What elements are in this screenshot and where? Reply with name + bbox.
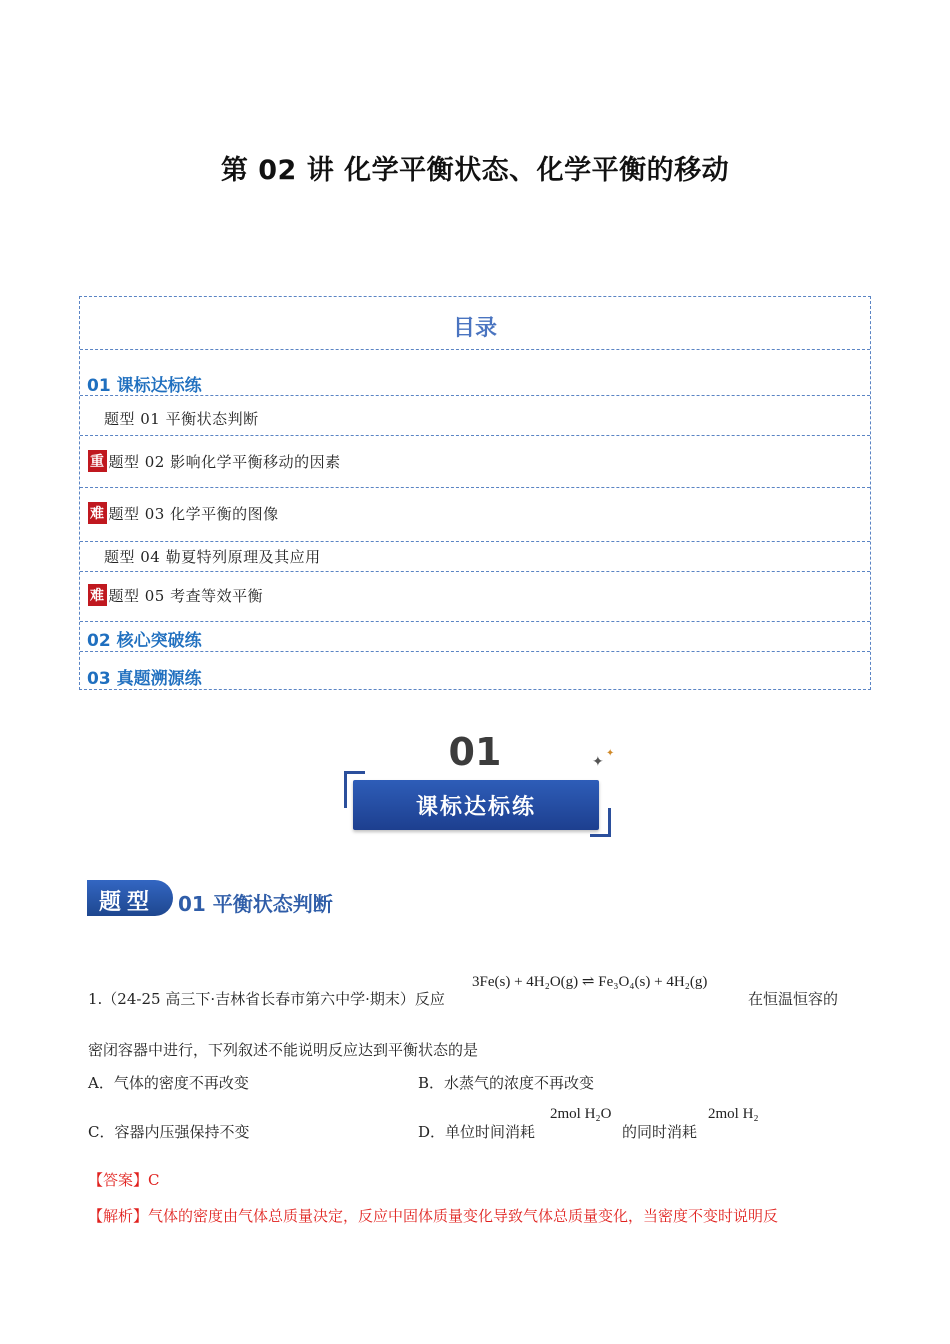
sparkle-icon: ✦	[606, 748, 615, 759]
toc-section-3[interactable]: 03 真题溯源练	[87, 669, 202, 689]
toc-item-row	[80, 435, 870, 487]
answer-value: C	[148, 1171, 160, 1189]
option-b: B．水蒸气的浓度不再改变	[418, 1074, 595, 1092]
option-d-middle: 的同时消耗	[622, 1123, 698, 1141]
toc-section-2[interactable]: 02 核心突破练	[87, 631, 202, 651]
option-c: C．容器内压强保持不变	[88, 1123, 250, 1141]
toc-item-3[interactable]: 难 题型 03 化学平衡的图像	[88, 502, 279, 524]
answer-line	[88, 1169, 160, 1190]
option-d-formula-2: 2mol H₂	[708, 1106, 759, 1122]
type-title: 01 平衡状态判断	[178, 892, 333, 916]
question-prefix: 1.（24-25 高三下·吉林省长春市第六中学·期末）反应	[88, 990, 445, 1008]
toc-section-row	[80, 621, 870, 651]
banner-number: 01	[448, 730, 502, 774]
type-badge	[87, 880, 173, 916]
option-a: A．气体的密度不再改变	[88, 1074, 249, 1092]
sparkle-icon: ✦	[592, 754, 604, 770]
key-tag: 重	[88, 450, 107, 472]
toc-item-5[interactable]: 难 题型 05 考查等效平衡	[88, 584, 263, 606]
toc-section-1[interactable]: 01 课标达标练	[87, 376, 202, 396]
page-title: 第 02 讲 化学平衡状态、化学平衡的移动	[220, 155, 730, 186]
answer-label: 【答案】	[88, 1171, 149, 1189]
option-d-formula-1: 2mol H₂O	[550, 1106, 612, 1122]
analysis-label: 【解析】	[88, 1207, 149, 1225]
toc-item-row	[80, 487, 870, 541]
question-suffix: 在恒温恒容的	[748, 990, 839, 1008]
toc-item-1[interactable]: 题型 01 平衡状态判断	[104, 410, 259, 428]
toc-heading: 目录	[452, 316, 497, 341]
type-badge-label: 题型	[98, 889, 155, 915]
section-banner	[353, 780, 599, 830]
toc-section-row	[80, 651, 870, 689]
toc-item-row	[80, 541, 870, 571]
toc-item-row	[80, 571, 870, 621]
toc-item-row	[80, 395, 870, 435]
analysis-text: 气体的密度由气体总质量决定，反应中固体质量变化导致气体总质量变化，当密度不变时说明反	[148, 1207, 779, 1225]
hard-tag: 难	[88, 502, 107, 524]
toc-divider	[80, 349, 870, 350]
question-line-2: 密闭容器中进行，下列叙述不能说明反应达到平衡状态的是	[88, 1041, 479, 1059]
toc-item-2[interactable]: 重 题型 02 影响化学平衡移动的因素	[88, 450, 341, 472]
toc-item-4[interactable]: 题型 04 勒夏特列原理及其应用	[104, 548, 321, 566]
option-d: D．单位时间消耗	[418, 1123, 536, 1141]
table-of-contents	[79, 296, 871, 690]
analysis-line	[88, 1205, 778, 1226]
hard-tag: 难	[88, 584, 107, 606]
reaction-formula: 3Fe(s) + 4H₂O(g) ⇌ Fe₃O₄(s) + 4H₂(g)	[472, 974, 708, 990]
banner-label: 课标达标练	[415, 795, 536, 820]
